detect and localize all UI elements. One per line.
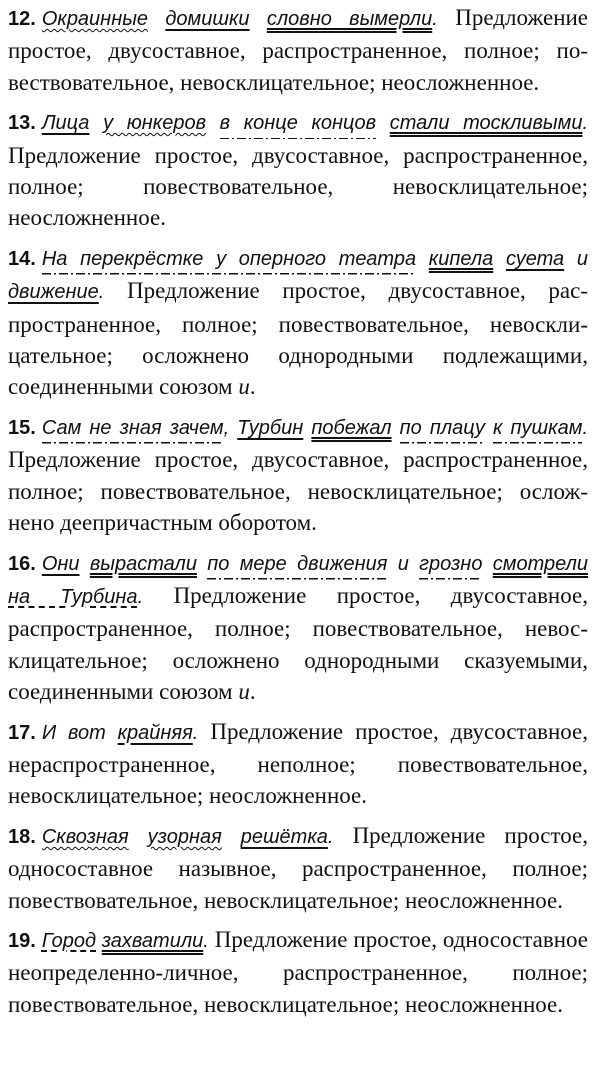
plain-text: . — [98, 281, 105, 304]
plain-text — [80, 553, 90, 575]
entry-number: 14. — [8, 247, 36, 270]
entry-number: 12. — [8, 8, 36, 30]
subject-underline: решётка — [240, 825, 328, 848]
adverbial-underline: На перекрёстке у оперного театра — [42, 248, 416, 275]
example-sentence — [42, 417, 588, 444]
predicate-underline: побежал — [311, 416, 392, 439]
attribute-underline: Сквозная — [41, 825, 129, 848]
plain-text — [392, 417, 400, 439]
plain-text — [493, 248, 506, 270]
attribute-underline: Окраинные — [41, 8, 149, 30]
plain-text: , — [223, 416, 238, 439]
predicate-underline: смотрели — [492, 552, 589, 575]
exercise-entry — [8, 820, 588, 916]
plain-text: . — [137, 585, 144, 608]
subject-underline: движение — [8, 281, 99, 304]
analysis-text: Предложение простое, двусоставное, распространенное, полное; повествовательное, невосклицательное; осложнено деепричастным оборотом. — [8, 447, 588, 536]
adverbial-underline: по мере движения — [207, 553, 387, 580]
adverbial-underline: по плацу — [400, 417, 485, 444]
analysis-text: Предложение простое, двусоставное, распространенное, полное; повествовательное, невосклицательное; осложнено однородными сказуемыми, соединенными союзом — [8, 582, 588, 705]
exercise-entry — [8, 547, 588, 708]
entry-number: 18. — [8, 825, 36, 848]
entry-number: 19. — [8, 929, 36, 952]
object-underline: на Турбина — [8, 585, 138, 608]
predicate-underline: словно вымерли — [266, 8, 433, 30]
subject-underline: суета — [505, 247, 565, 270]
plain-text — [129, 826, 148, 848]
analysis-text: Предложение простое, двусоставное, распространенное, полное; повествовательное, невосклицательное; неосложненное. — [8, 142, 588, 231]
analysis-end: . — [249, 679, 256, 705]
adverbial-underline: Сам не зная зачем — [42, 417, 224, 444]
subject-underline: Турбин — [237, 416, 304, 439]
predicate-underline: вырастали — [89, 552, 197, 575]
plain-text — [485, 417, 493, 439]
plain-text — [148, 8, 165, 30]
analysis-end: . — [249, 374, 256, 400]
entry-number: 17. — [8, 721, 36, 744]
analysis-text: Предложение простое, двусоставное, распространенное, полное; повествовательное, невосклицательное; неосложненное. — [8, 5, 589, 95]
exercise-entry — [8, 106, 588, 234]
conjunction-italic: и — [238, 679, 250, 705]
plain-text — [482, 553, 492, 575]
exercise-entry — [8, 2, 588, 98]
plain-text — [89, 112, 103, 134]
exercise-entry — [8, 924, 588, 1020]
plain-text — [206, 112, 220, 134]
attribute-underline: узорная — [147, 825, 222, 848]
plain-text — [222, 826, 241, 848]
analysis-text: Предложение простое, двусоставное, нераспространенное, неполное; повествовательное, невосклицательное; неосложненное. — [8, 718, 588, 809]
plain-text — [197, 553, 207, 575]
entry-number: 13. — [8, 112, 36, 135]
example-sentence — [42, 722, 199, 744]
predicate-underline: стали тоскливыми — [389, 112, 583, 135]
subject-underline: Они — [41, 552, 80, 575]
adverbial-underline: грозно — [419, 553, 482, 580]
plain-text: и — [564, 247, 588, 270]
plain-text — [416, 248, 429, 270]
analysis-text: Предложение простое, двусоставное, распространенное, полное; повествовательное, невосклицательное; осложнено однородными подлежащими, соединенными союзом — [8, 278, 588, 400]
example-sentence — [42, 930, 209, 952]
predicate-underline: захватили — [101, 929, 204, 952]
plain-text: и — [387, 552, 420, 575]
attribute-underline: у юнкеров — [103, 112, 207, 135]
plain-text — [376, 112, 390, 134]
subject-underline: домишки — [165, 8, 250, 30]
adverbial-underline: в конце концов — [220, 112, 376, 139]
predicate-underline: кипела — [428, 247, 494, 270]
subject-underline: Лица — [41, 112, 90, 135]
exercise-entry — [8, 242, 588, 403]
conjunction-italic: и — [238, 374, 250, 400]
plain-text: И вот — [41, 721, 118, 744]
entry-number: 16. — [8, 552, 36, 575]
exercise-entry — [8, 716, 588, 812]
example-sentence — [42, 826, 334, 848]
example-sentence — [42, 112, 588, 139]
plain-text — [250, 8, 267, 30]
example-sentence — [42, 8, 438, 30]
analysis-text: Предложение простое, односоставное неопределенно-личное, распространенное, полное; повествовательное, невосклицательное; неосложненное. — [8, 926, 588, 1017]
object-underline: Город — [41, 929, 96, 952]
plain-text: . — [203, 929, 209, 952]
plain-text: . — [582, 112, 589, 135]
plain-text: . — [327, 825, 334, 848]
analysis-text: Предложение простое, односоставное назывное, распространенное, полное; повествовательное, невосклицательное; неосложненное. — [8, 822, 589, 913]
subject-underline: крайняя — [117, 721, 193, 744]
entry-number: 15. — [8, 416, 36, 439]
adverbial-underline: к пушкам — [493, 417, 582, 444]
plain-text: . — [192, 721, 199, 744]
plain-text: . — [582, 416, 588, 439]
plain-text: . — [432, 8, 438, 30]
exercise-entry — [8, 411, 588, 539]
